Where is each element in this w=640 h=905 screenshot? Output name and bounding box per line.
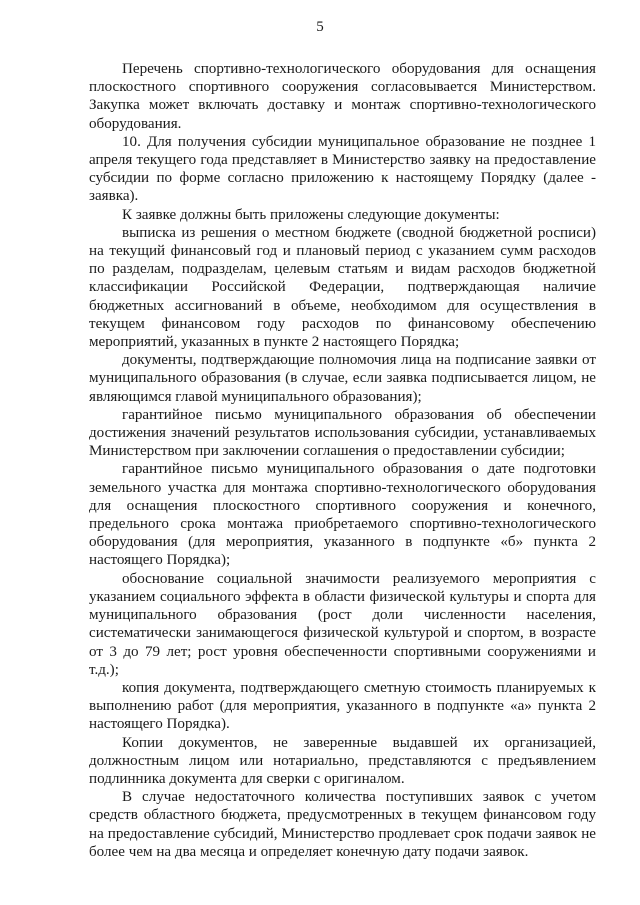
paragraph-estimate-copy: копия документа, подтверждающего сметную стоимость планируемых к выполнению работ (для мероприятия, указанного в подпункте «а» пункта 2 настоящего Порядка). xyxy=(89,679,596,733)
paragraph-social-significance: обоснование социальной значимости реализуемого мероприятия с указанием социального эффекта в области физической культуры и спорта для муниципального образования (рост доли численности населения, систематически занимающегося физической культурой и спортом, в возрасте от 3 до 79 лет; рост уровня обеспеченности спортивными сооружениями и т.д.); xyxy=(89,570,596,678)
paragraph-guarantee-land: гарантийное письмо муниципального образования о дате подготовки земельного участка для монтажа спортивно-технологического оборудования для оснащения плоскостного спортивного сооружения и конечного, предельного срока монтажа приобретаемого спортивно-технологического оборудования (для мероприятия, указанного в подпункте «б» пункта 2 настоящего Порядка); xyxy=(89,461,596,569)
paragraph-copies-certification: Копии документов, не заверенные выдавшей их организацией, должностным лицом или нотариально, представляются с предъявлением подлинника документа для сверки с оригиналом. xyxy=(89,734,596,787)
paragraph-budget-extract: выписка из решения о местном бюджете (сводной бюджетной росписи) на текущий финансовый год и плановый период с указанием сумм расходов по разделам, подразделам, целевым статьям и видам расходов бюджетной классификации Российской Федерации, подтверждающая наличие бюджетных ассигнований в объеме, необходимом для осуществления в текущем финансовом году расходов по финансовому обеспечению мероприятий, указанных в пункте 2 настоящего Порядка; xyxy=(89,224,596,351)
paragraph-equipment-list: Перечень спортивно-технологического оборудования для оснащения плоскостного спортивного сооружения согласовывается Министерством. Закупка может включать доставку и монтаж спортивно-технологического оборудования. xyxy=(89,61,596,132)
page-number: 5 xyxy=(316,19,324,35)
paragraph-authority-documents: документы, подтверждающие полномочия лица на подписание заявки от муниципального образования (в случае, если заявка подписывается лицом, не являющимся главой муниципального образования); xyxy=(89,352,596,405)
paragraph-guarantee-results: гарантийное письмо муниципального образования об обеспечении достижения значений результатов использования субсидии, устанавливаемых Министерством при заключении соглашения о предоставлении субсидии; xyxy=(89,406,596,460)
paragraph-item-10: 10. Для получения субсидии муниципальное образование не позднее 1 апреля текущего года представляет в Министерство заявку на предоставление субсидии по форме согласно приложению к настоящему Порядку (далее - заявка). xyxy=(89,133,596,205)
paragraph-deadline-extension: В случае недостаточного количества поступивших заявок с учетом средств областного бюджета, предусмотренных в текущем финансовом году на предоставление субсидий, Министерство продлевает срок подачи заявок не более чем на два месяца и определяет конечную дату подачи заявок. xyxy=(89,789,596,860)
paragraph-attachments-intro: К заявке должны быть приложены следующие документы: xyxy=(122,206,500,223)
document-body xyxy=(89,60,596,861)
